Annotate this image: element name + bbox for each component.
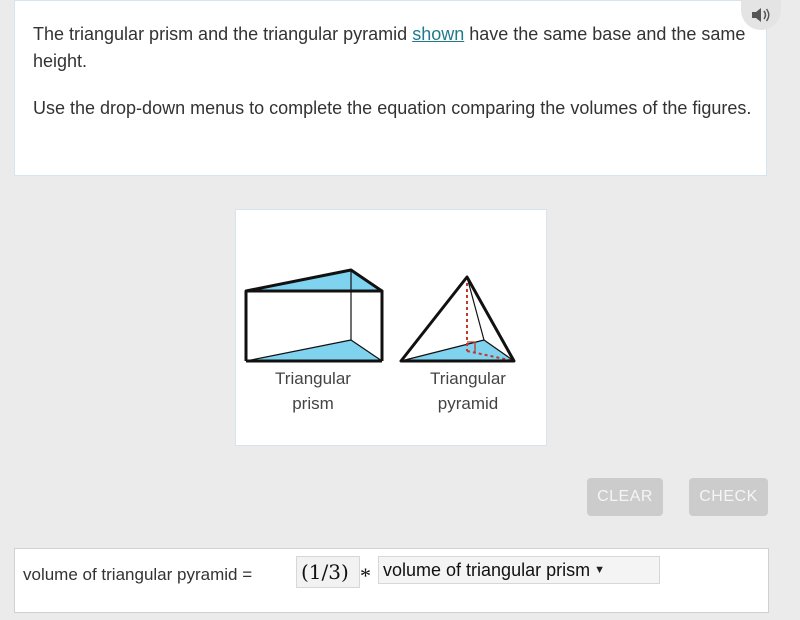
multiply-operator: * (360, 563, 371, 588)
check-button[interactable]: CHECK (689, 478, 768, 516)
prompt-text-after: have the same base and the same height. (33, 24, 746, 71)
pyramid-caption-line2: pyramid (437, 394, 499, 413)
pyramid-caption (408, 366, 528, 416)
prism-caption-line2: prism (292, 394, 334, 413)
coefficient-selected-value: (1/3) (301, 560, 349, 584)
clear-button[interactable]: CLEAR (587, 478, 663, 516)
prompt-text-before: The triangular prism and the triangular pyramid (33, 24, 413, 44)
coefficient-dropdown[interactable] (296, 556, 360, 588)
triangular-pyramid-figure (401, 277, 514, 361)
question-instruction: Use the drop-down menus to complete the equation comparing the volumes of the figures. (33, 98, 752, 118)
question-prompt (33, 21, 753, 75)
triangular-prism-figure (246, 270, 382, 361)
prism-caption (253, 366, 373, 416)
question-card (14, 0, 767, 176)
figure-card (235, 209, 547, 446)
answer-equation-bar (14, 548, 769, 613)
question-text (33, 21, 753, 142)
chevron-down-icon: ▼ (594, 564, 605, 576)
equation-left-label: volume of triangular pyramid = (23, 565, 253, 584)
volume-term-selected-value: volume of triangular prism (383, 559, 591, 580)
shown-link[interactable]: shown (412, 24, 465, 44)
pyramid-caption-line1: Triangular (430, 369, 506, 388)
speaker-icon (750, 6, 772, 24)
volume-term-dropdown[interactable] (378, 556, 660, 584)
prism-caption-line1: Triangular (275, 369, 351, 388)
